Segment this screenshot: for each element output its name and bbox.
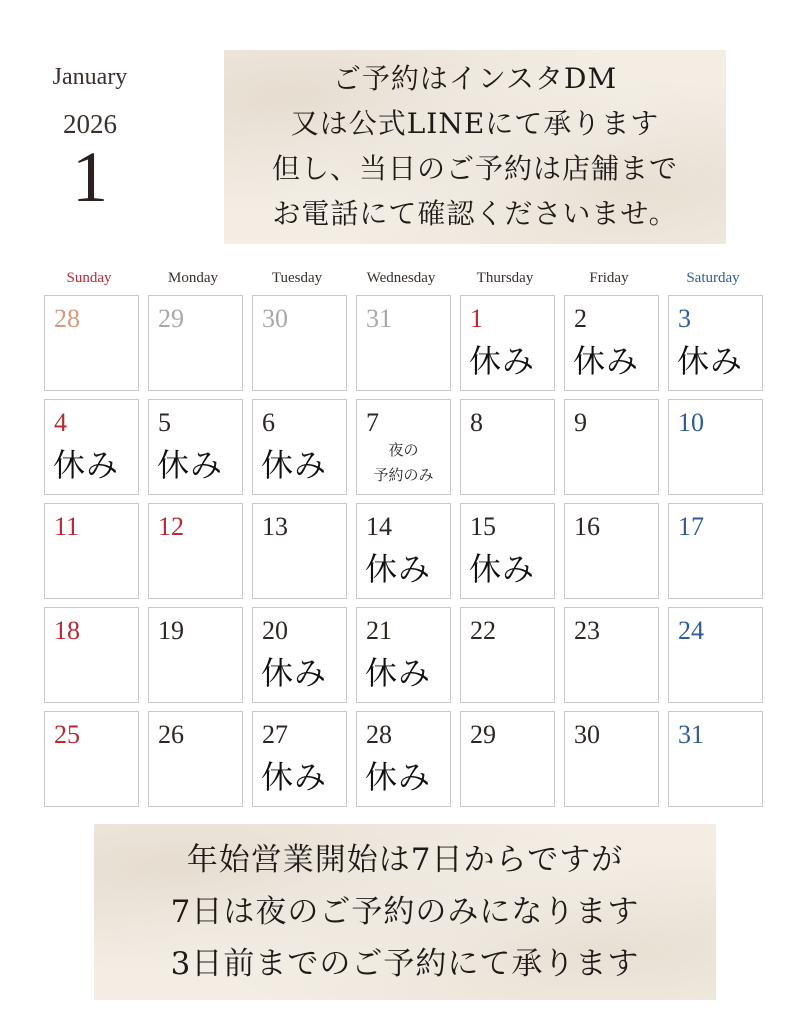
calendar-day-cell (460, 295, 555, 391)
weekday-tuesday: Tuesday (271, 270, 323, 286)
closed-note: 休み (261, 446, 328, 484)
calendar-day-cell (668, 295, 763, 391)
calendar-day-cell (356, 607, 451, 703)
day-number: 8 (470, 408, 483, 437)
calendar-day-cell (564, 503, 659, 599)
day-number: 24 (678, 616, 704, 645)
day-number: 27 (262, 720, 288, 749)
day-number: 22 (470, 616, 496, 645)
day-number: 5 (158, 408, 171, 437)
day-number: 3 (678, 304, 691, 333)
day-number: 17 (678, 512, 704, 541)
calendar-day-cell (356, 503, 451, 599)
closed-note: 休み (365, 550, 432, 588)
calendar-day-cell (148, 503, 243, 599)
day-number: 6 (262, 408, 275, 437)
day-number: 23 (574, 616, 600, 645)
day-number: 30 (574, 720, 600, 749)
day-number: 10 (678, 408, 704, 437)
day-number: 2 (574, 304, 587, 333)
day-number: 13 (262, 512, 288, 541)
calendar-day-cell (460, 503, 555, 599)
calendar-day-cell (44, 295, 139, 391)
calendar-day-cell (148, 607, 243, 703)
calendar-day-cell (564, 607, 659, 703)
day-number: 29 (470, 720, 496, 749)
calendar-grid (44, 295, 762, 809)
day-number: 31 (366, 304, 392, 333)
calendar-day-cell (668, 399, 763, 495)
closed-note: 休み (365, 758, 432, 796)
day-number: 14 (366, 512, 392, 541)
closed-note: 休み (677, 342, 744, 380)
month-label: January (52, 64, 128, 90)
calendar-day-cell (148, 399, 243, 495)
notice-line: ご予約はインスタDM (332, 62, 618, 95)
calendar-day-cell (44, 399, 139, 495)
month-number: 1 (72, 137, 108, 217)
calendar-day-cell (564, 711, 659, 807)
calendar-day-cell (252, 711, 347, 807)
calendar-day-cell (252, 295, 347, 391)
evening-only-note: 夜の 予約のみ (373, 441, 434, 484)
day-number: 28 (366, 720, 392, 749)
calendar-day-cell (460, 399, 555, 495)
closed-note: 休み (261, 654, 328, 692)
calendar-day-cell (252, 399, 347, 495)
calendar-day-cell (460, 711, 555, 807)
notice-line: お電話にて確認くださいませ。 (272, 197, 678, 230)
calendar-day-cell (668, 607, 763, 703)
notice-line: 年始営業開始は7日からですが (186, 842, 624, 878)
closed-note: 休み (261, 758, 328, 796)
weekday-saturday: Saturday (686, 270, 740, 286)
weekday-friday: Friday (589, 270, 629, 286)
closed-note: 休み (469, 550, 536, 588)
calendar-day-cell (668, 711, 763, 807)
notice-line: 但し、当日のご予約は店舗まで (271, 152, 678, 185)
calendar-day-cell (356, 295, 451, 391)
weekday-wednesday: Wednesday (366, 270, 436, 286)
weekday-sunday: Sunday (66, 270, 112, 286)
day-number: 28 (54, 304, 80, 333)
day-number: 15 (470, 512, 496, 541)
weekday-header (40, 270, 770, 294)
day-number: 26 (158, 720, 184, 749)
calendar-day-cell (44, 607, 139, 703)
weekday-thursday: Thursday (476, 270, 534, 286)
day-number: 7 (366, 408, 379, 437)
closed-note: 休み (365, 654, 432, 692)
calendar-day-cell (148, 295, 243, 391)
day-number: 20 (262, 616, 288, 645)
day-number: 1 (470, 304, 483, 333)
calendar-day-cell (148, 711, 243, 807)
calendar-day-cell (44, 503, 139, 599)
calendar-day-cell (564, 399, 659, 495)
year-label: 2026 (63, 109, 117, 139)
closed-note: 休み (469, 342, 536, 380)
calendar-day-cell (460, 607, 555, 703)
calendar-day-cell (252, 503, 347, 599)
closed-note: 休み (157, 446, 224, 484)
calendar-day-cell (564, 295, 659, 391)
day-number: 4 (54, 408, 67, 437)
reservation-notice (224, 50, 726, 244)
notice-line: 3日前までのご予約にて承ります (170, 946, 640, 982)
calendar-day-cell (44, 711, 139, 807)
day-number: 9 (574, 408, 587, 437)
day-number: 31 (678, 720, 704, 749)
notice-line: 又は公式LINEにて承ります (290, 107, 660, 140)
weekday-monday: Monday (168, 270, 218, 286)
day-number: 12 (158, 512, 184, 541)
calendar-day-cell (252, 607, 347, 703)
calendar-day-cell (356, 711, 451, 807)
day-number: 29 (158, 304, 184, 333)
day-number: 19 (158, 616, 184, 645)
day-number: 11 (54, 512, 80, 541)
notice-line: 7日は夜のご予約のみになります (170, 894, 640, 930)
calendar-day-cell (668, 503, 763, 599)
day-number: 16 (574, 512, 600, 541)
day-number: 30 (262, 304, 288, 333)
calendar-day-cell (356, 399, 451, 495)
closed-note: 休み (53, 446, 120, 484)
new-year-notice (94, 824, 716, 1000)
day-number: 18 (54, 616, 80, 645)
closed-note: 休み (573, 342, 640, 380)
day-number: 25 (54, 720, 80, 749)
day-number: 21 (366, 616, 392, 645)
date-header (30, 62, 150, 217)
